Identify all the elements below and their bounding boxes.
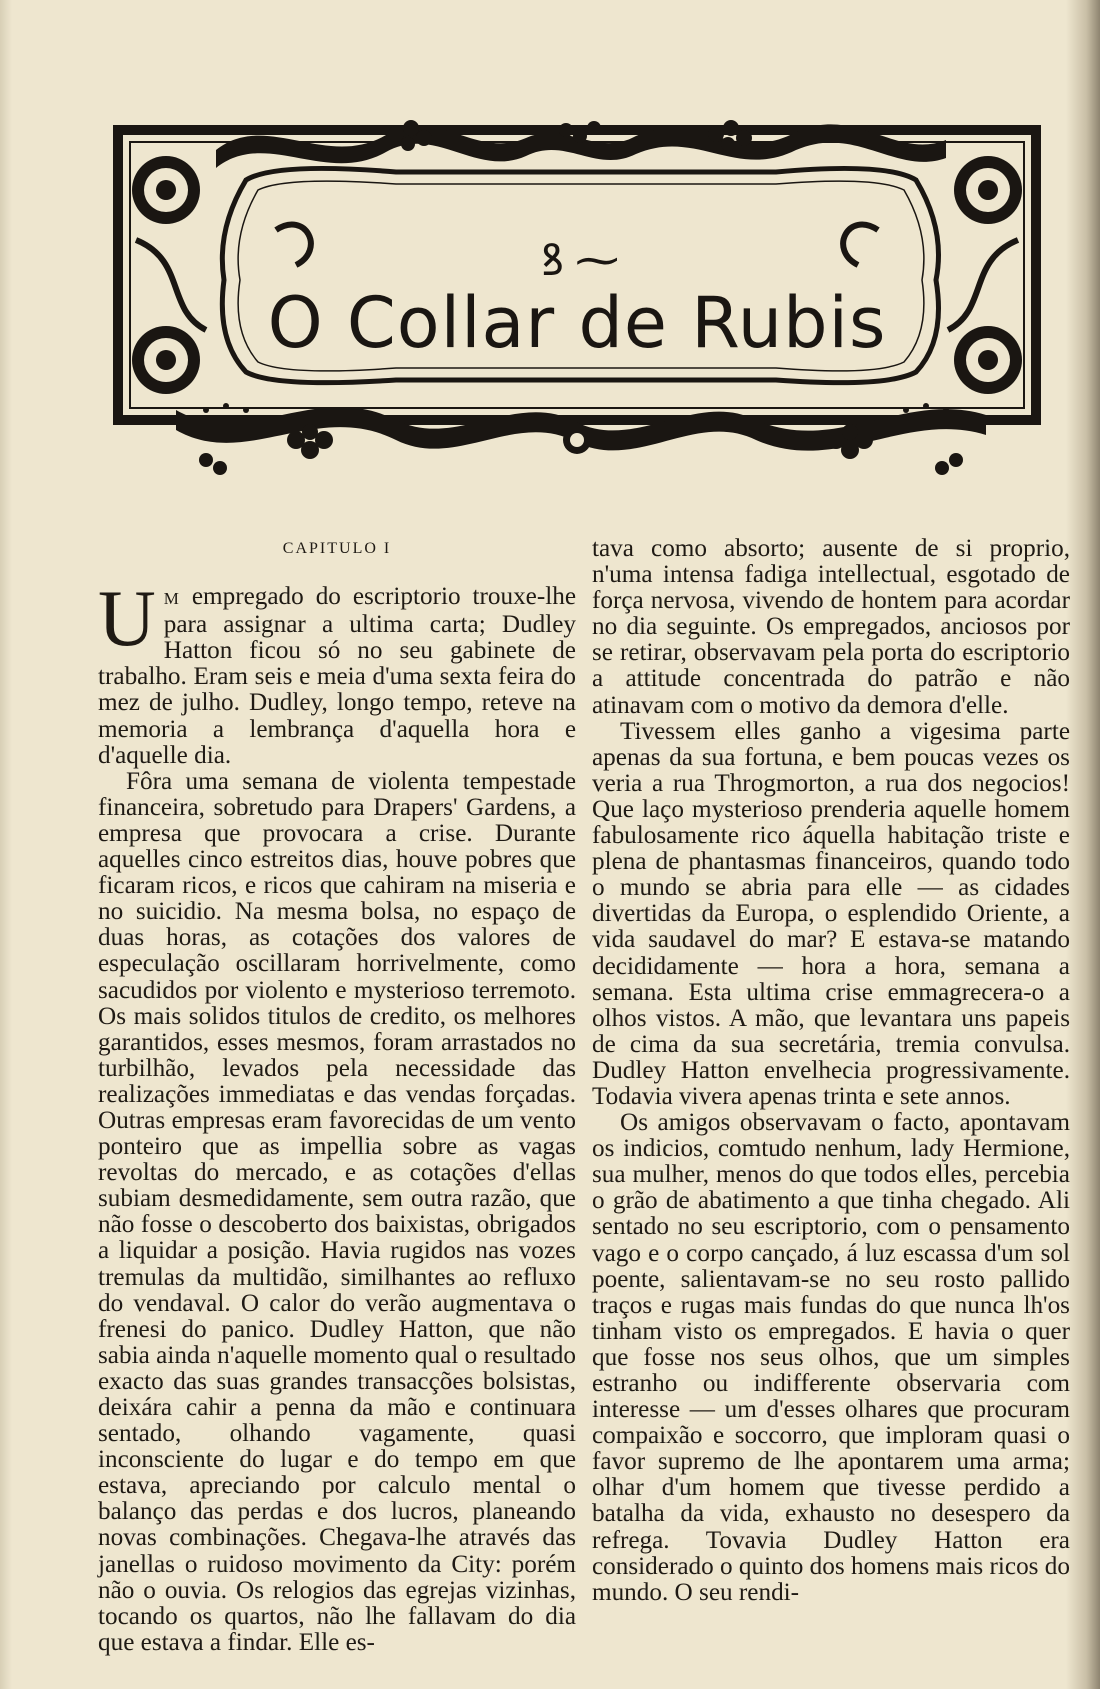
lead-smallcaps: M — [163, 589, 180, 609]
opening-paragraph — [98, 575, 576, 769]
paragraph: tava como absorto; ausente de si proprio, n'uma intensa fadiga intellectual, esgotado de força nervosa, vivendo de hontem para acordar no dia seguinte. Os empregados, anciosos por se retirar, observavam pela porta do escriptorio a attitude concentrada do patrão e não atinavam com o motivo da demora d'elle. — [592, 535, 1070, 719]
paragraph: Tivessem elles ganho a vigesima parte apenas da sua fortuna, e bem poucas vezes os veria a rua Throgmorton, a rua dos negocios! Que laço mysterioso prenderia aquelle homem fabulosamente rico áquella habitação triste e plena de phantasmas financeiros, quando todo o mundo se abria para elle — as cidades divertidas da Europa, o esplendido Oriente, a vida saudavel do mar? E estava-se matando decididamente — hora a hora, semana a semana. Esta ultima crise emmagrecera-o a olhos vistos. A mão, que levantara uns papeis de cima da sua secretária, tremia convulsa. Dudley Hatton envelhecia progressivamente. Todavia vivera apenas trinta e sete annos. — [592, 717, 1070, 1110]
right-column — [592, 536, 1070, 1606]
paragraph-text: empregado do escriptorio trouxe-lhe para assignar a ultima carta; Dudley Hatton ficou só no seu gabinete de trabalho. Eram seis e meia d'uma sexta feira do mez de julho. Dudley, longo tempo, reteve na memoria a lembrança d'aquella hora e d'aquelle dia. — [98, 583, 576, 769]
page-edge-shadow — [1066, 0, 1100, 1689]
title-flourish-ornament: ꝸ ⁓ — [540, 236, 620, 285]
chapter-heading: CAPITULO I — [282, 540, 392, 557]
drop-cap: U — [98, 575, 156, 664]
page-gutter-shadow — [0, 0, 12, 1689]
page-title: O Collar de Rubis — [267, 282, 887, 364]
paragraph: Fôra uma semana de violenta tempestade financeira, sobretudo para Drapers' Gardens, a empresa que provocara a crise. Durante aquelles cinco estreitos dias, houve pobres que ficaram ricos, e ricos que cahiram na miseria e no suicidio. Na mesma bolsa, no espaço de duas horas, as cotações dos valores de especulação oscillaram horrivelmente, como sacudidos por violento e mysterioso terremoto. Os mais solidos titulos de credito, os melhores garantidos, esses mesmos, foram arrastados no turbilhão, levados pela necessidade das realizações immediatas e das vendas forçadas. Outras empresas eram favorecidas de um vento ponteiro que as impellia sobre as vagas revoltas do mercado, e as cotações d'ellas subiam desmedidamente, sem outra razão, que não fosse o descoberto dos baixistas, obrigados a liquidar a posição. Havia rugidos nas vozes tremulas da multidão, similhantes ao refluxo do vendaval. O calor do verão augmentava o frenesi do panico. Dudley Hatton, que não sabia ainda n'aquelle momento qual o resultado exacto das suas grandes transacções bolsistas, deixára cahir a penna da mão e continuara sentado, olhando vagamente, quasi inconsciente do lugar e do tempo em que estava, apreciando por calculo mental o balanço das perdas e dos lucros, planeando novas combinações. Chegava-lhe através das janellas o ruidoso movimento da City: porém não o ouvia. Os relogios das egrejas vizinhas, tocando os quartos, não lhe fallavam do dia que estava a findar. Elle es- — [98, 767, 576, 1656]
left-column — [98, 530, 576, 1656]
paragraph: Os amigos observavam o facto, apontavam os indicios, comtudo nenhum, lady Hermione, sua mulher, menos do que todos elles, percebia o grão de abatimento a que tinha chegado. Ali sentado no seu escriptorio, com o pensamento vago e o corpo cançado, á luz escassa d'um sol poente, salientavam-se no seu rosto pallido traços e rugas mais fundas do que nunca lh'os tinham visto os empregados. E havia o quer que fosse nos seus olhos, que um simples estranho ou indifferente observaria com interesse — um d'esses olhares que procuram compaixão e soccorro, que imploram quasi o favor supremo de lhe apontarem uma arma; olhar d'um homem que tivesse perdido a batalha da vida, exhausto no desespero da refrega. Tovavia Dudley Hatton era considerado o quinto dos homens mais ricos do mundo. O seu rendi- — [592, 1109, 1070, 1606]
